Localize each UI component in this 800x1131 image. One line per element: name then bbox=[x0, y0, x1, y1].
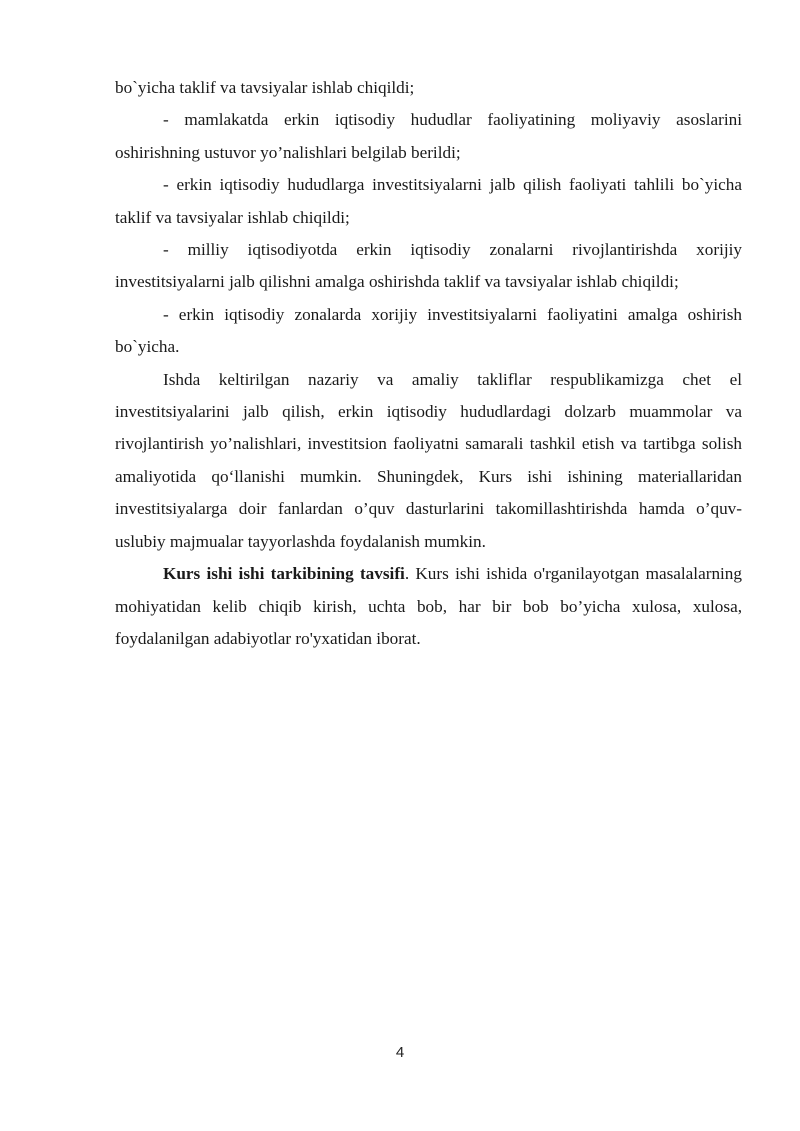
structure-heading: Kurs ishi ishi tarkibining tavsifi bbox=[163, 564, 405, 584]
list-item-financial-bases: - mamlakatda erkin iqtisodiy hududlar faoliyatining moliyaviy asoslarini oshirishning ustuvor yo’nalishlari belgilab berildi; bbox=[115, 110, 742, 162]
paragraph-structure-description bbox=[115, 558, 742, 655]
list-item-investment-analysis: - erkin iqtisodiy hududlarga investitsiyalarni jalb qilish faoliyati tahlili bo`yicha taklif va tavsiyalar ishlab chiqildi; bbox=[115, 175, 742, 227]
paragraph-continuation: bo`yicha taklif va tavsiyalar ishlab chiqildi; bbox=[115, 78, 415, 97]
list-item-free-zones: - erkin iqtisodiy zonalarda xorijiy investitsiyalarni faoliyatini amalga oshirish bo`yicha. bbox=[115, 304, 742, 357]
page-number: 4 bbox=[395, 1044, 405, 1061]
paragraph-practical-use: Ishda keltirilgan nazariy va amaliy takliflar respublikamizga chet el investitsiyalarini jalb qilish, erkin iqtisodiy hududlardagi dolzarb muammolar va rivojlantirish yo’nalishlari, investitsion faoliyatni samarali tashkil etish va tartibga solish amaliyotida qo‘llanishi mumkin. Shuningdek, Kurs ishi ishining materiallaridan investitsiyalarga doir fanlardan o’quv dasturlarini takomillashtirishda hamda o’quv-uslubiy majmualar tayyorlashda foydalanish mumkin. bbox=[115, 369, 742, 551]
list-item-foreign-investment: - milliy iqtisodiyotda erkin iqtisodiy zonalarni rivojlantirishda xorijiy investitsiyalarni jalb qilishni amalga oshirishda taklif va tavsiyalar ishlab chiqildi; bbox=[115, 240, 742, 292]
structure-text: . Kurs ishi ishida o'rganilayotgan masalalarning mohiyatidan kelib chiqib kirish, uchta bob, har bir bob bo’yicha xulosa, xulosa, foydalanilgan adabiyotlar ro'yxatidan iborat. bbox=[115, 564, 742, 648]
document-body bbox=[115, 72, 742, 655]
